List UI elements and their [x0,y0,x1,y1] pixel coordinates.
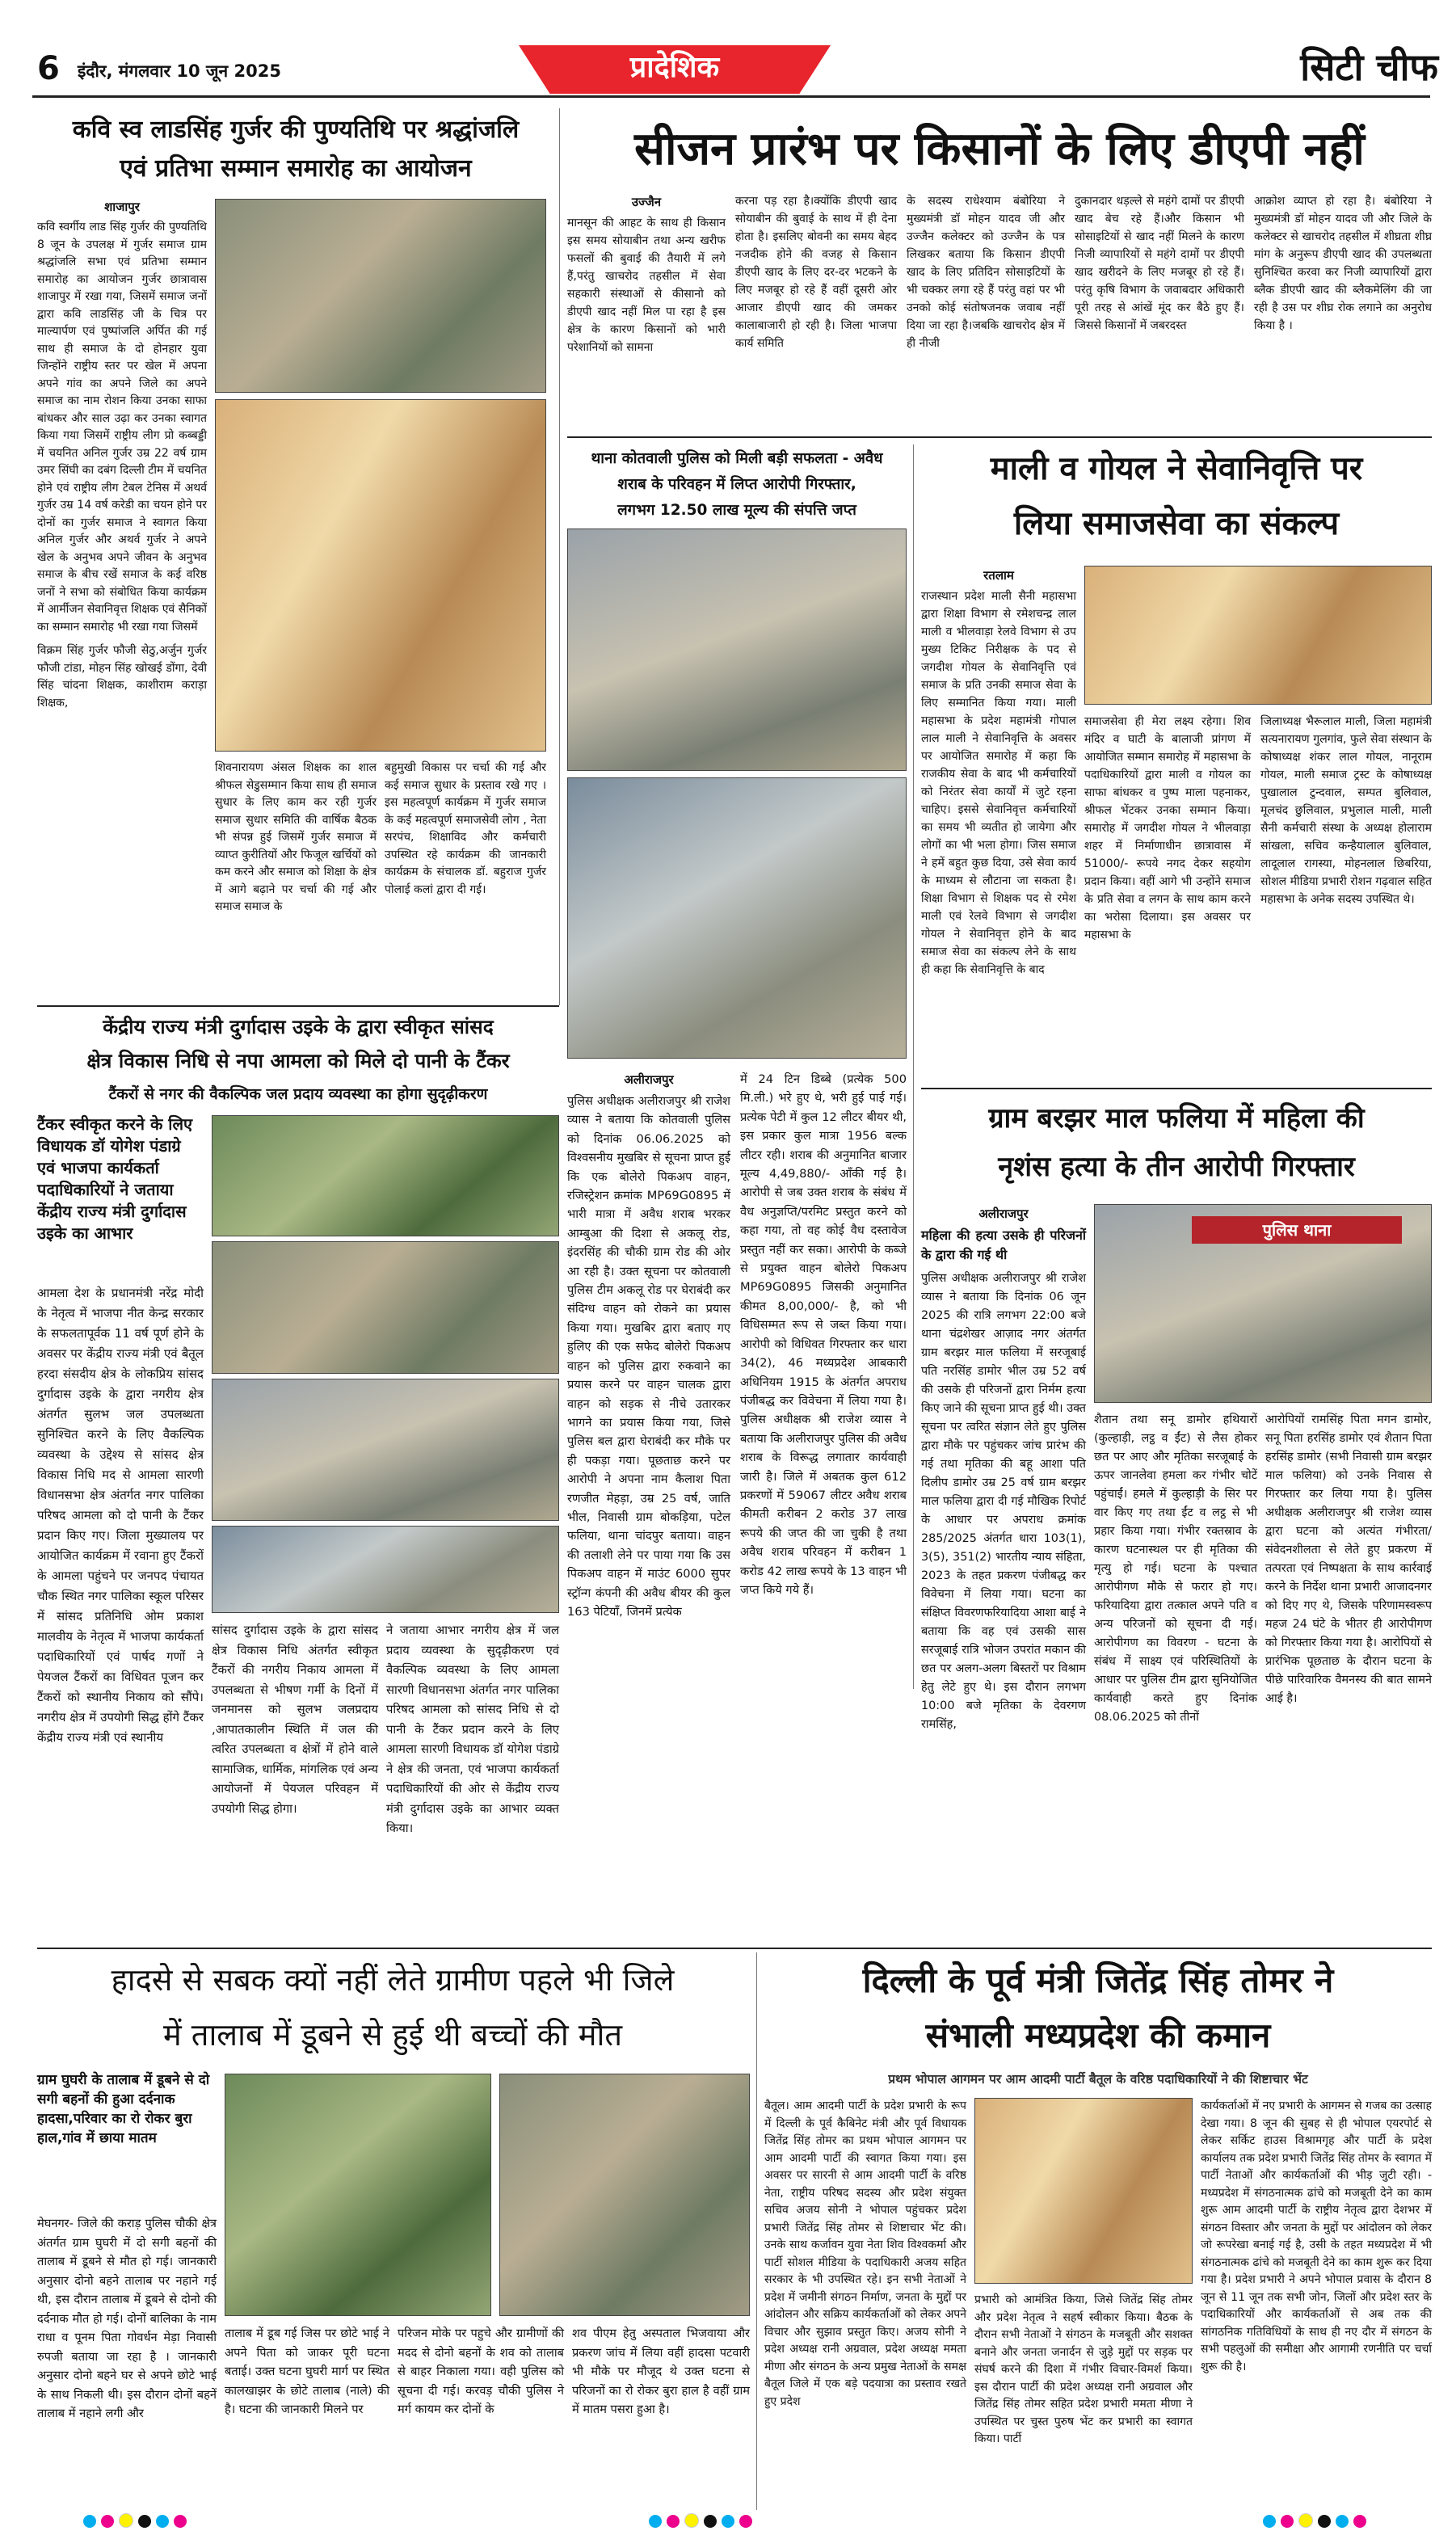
a2-column-4 [1075,192,1244,435]
a5-subheadline: टैंकरों से नगर की वैकल्पिक जल प्रदाय व्यवस्था का होगा सुदृढ़ीकरण [108,1085,488,1103]
a4-column-2 [1084,713,1251,1084]
a3-col2-text: में 24 टिन डिब्बे (प्रत्येक 500 मि.ली.) भरे हुए थे, भरी हुई पाई गई। प्रत्येक पेटी में कुल 12 लीटर बीयर थी, इस प्रकार कुल मात्रा 1956 बल्क लीटर रही। शराब की अनुमानित बाजार मूल्य 4,49,880/- आँकी गई है। आरोपी से जब उक्त शराब के संबंध में वैध अनुज्ञप्ति/परमिट प्रस्तुत करने को कहा गया, तो वह कोई वैध दस्तावेज प्रस्तुत नहीं कर सका। आरोपी के कब्जे से प्रयुक्त वाहन बोलेरो पिकअप MP69G0895 जिसकी अनुमानित कीमत 8,00,000/- है, को भी विधिसम्मत रूप से जब्त किया गया। आरोपी को विधिवत गिरफ्तार कर धारा 34(2), 46 मध्यप्रदेश आबकारी अधिनियम 1915 के अंतर्गत अपराध पंजीबद्ध कर विवेचना में लिया गया है। पुलिस अधीक्षक श्री राजेश व्यास ने बताया कि अलीराजपुर पुलिस की अवैध शराब के विरूद्ध लगातार कार्यवाही जारी है। जिले में अबतक कुल 612 प्रकरणों में 59067 लीटर अवैध शराब कीमती करीबन 2 करोड 37 लाख रूपये की जप्त की जा चुकी है तथा अवैध शराब परिवहन में करीबन 1 करोड 42 लाख रूपये के 13 वाहन भी जप्त किये गये हैं। [740,1072,907,1597]
masthead-date: इंदौर, मंगलवार 10 जून 2025 [78,61,281,81]
a8-col2-text: प्रभारी को आमंत्रित किया, जिसे जितेंद्र सिंह तोमर और प्रदेश नेतृत्व ने सहर्ष स्वीकार किया। बैठक के दौरान सभी नेताओं ने संगठन के मजबूती और सशक्त बनाने और जनता जनार्दन से जुड़े मुद्दों पर सड़क पर संघर्ष करने की दिशा में गंभीर विचार-विमर्श किया। इस दौरान पार्टी की प्रदेश अध्यक्ष रानी अग्रवाल और जितेंद्र सिंह तोमर सहित प्रदेश प्रभारी ममता मीणा ने उपस्थित पर चुस्त पुरुष भेंट कर प्रभारी का स्वागत किया। पार्टी [974,2293,1193,2445]
a6-headline-2: नृशंस हत्या के तीन आरोपी गिरफ्तार [998,1151,1355,1183]
a6-column-2 [1094,1411,1257,1724]
a4-col3-text: जिलाध्यक्ष भैरूलाल माली, जिला महामंत्री सत्यनारायण गुलगांव, फुले सेवा संस्थान के कोषाध्यक्ष शंकर लाल गोयल, नानूराम गोयल, माली समाज ट्रस्ट के कोषाध्यक्ष पुखालाल टुन्दवाल, सम्पत बुलिवाल, मूलचंद छुलिवाल, प्रभुलाल माली, माली सैनी कर्मचारी संस्था के अध्यक्ष होलाराम सांखला, सचिव कन्हैयालाल बुलिवाल, लादूलाल रागस्या, मोहनलाल छिबरिया, सोशल मीडिया प्रभारी रोशन गढ़वाल सहित महासभा के अनेक सदस्य उपस्थित थे। [1260,715,1432,906]
a5-column-3 [386,1621,559,1944]
masthead-rule [32,95,1430,98]
a1-body-2: विक्रम सिंह गुर्जर फौजी सेठु,अर्जुन गुर्जर फौजी टांडा, मोहन सिंह खोखई डोंगा, देवी सिंह चांदना शिक्षक, काशीराम कराड़ा शिक्षक, [37,644,207,710]
a5-column-1 [37,1283,204,1946]
a4-column-3 [1260,713,1432,1084]
a1-body-1: कवि स्वर्गीय लाड सिंह गुर्जर की पुण्यतिथि 8 जून के उपलक्ष में गुर्जर समाज ग्राम श्रद्धांजलि सभा एवं प्रतिभा सम्मान समारोह का आयोजन गुर्जर छात्रावास शाजापुर में रखा गया, जिसमें समाज जनों द्वारा कवि लाडसिंह जी के चित्र पर माल्यार्पण एवं पुष्पांजलि अर्पित की गई साथ ही समाज के दो होनहार युवा जिन्होंने राष्ट्रीय स्तर पर खेल में अपना अपने गांव का अपने जिले का अपने समाज का नाम रोशन किया उनका साफा बांधकर और साल उढ़ा कर उनका स्वागत किया गया जिसमें राष्ट्रीय लीग प्रो कब्बड्डी में चयनित अनिल गुर्जर उम्र 22 वर्ष ग्राम उमर सिंघी का दबंग दिल्ली टीम में चयनित होने एवं राष्ट्रीय लीग टेबल टेनिस में अथर्व गुर्जर उम्र 14 वर्ष करेडी का चयन होने पर दोनों का गुर्जर समाज ने स्वागत किया अनिल गुर्जर और अथर्व गुर्जर ने अपने खेल के अनुभव अपने जीवन के अनुभव समाज के बीच रखें समाज के कई वरिष्ठ जनों ने सभा को संबोधित किया कार्यक्रम में आर्मीजन सेवानिवृत्त शिक्षक एवं सैनिकों का सम्मान समारोह भी रखा गया जिसमें [37,221,207,634]
a4-photo [1084,566,1432,705]
a6-column-3 [1265,1411,1432,1705]
a7-headline-2: में तालाब में डूबने से हुई थी बच्चों की मौत [163,2017,622,2053]
a4-col2-text: समाजसेवा ही मेरा लक्ष्य रहेगा। शिव मंदिर व घाटी के बालाजी प्रांगण में आयोजित सम्मान समारोह में महासभा के पदाधिकारियों द्वारा माली व गोयल का साफा बांधकर व पुष्प माला पहनाकर, श्रीफल भेंटकर उनका सम्मान किया। समारोह में जगदीश गोयल ने भीलवाड़ा शहर में निर्माणाधीन छात्रावास में 51000/- रूपये नगद देकर सहयोग प्रदान किया। वहीं आगे भी उन्होंने समाज के प्रति सेवा व लगन के साथ काम करने का भरोसा दिलाया। इस अवसर पर महासभा के [1084,715,1251,941]
a5-col2-text: सांसद दुर्गादास उइके के द्वारा सांसद क्षेत्र विकास निधि अंतर्गत स्वीकृत टैंकरों की नगरीय निकाय आमला में उपलब्धता से भीषण गर्मी के दिनों में जनमानस को सुलभ जलप्रदाय ,आपातकालीन स्थिति में जल की त्वरित उपलब्धता व क्षेत्रों में होने वाले सामाजिक, धार्मिक, मांगलिक एवं अन्य आयोजनों में पेयजल परिवहन में उपयोगी सिद्ध होगा। [212,1623,378,1816]
registration-marks-right [1260,2513,1422,2528]
a2-col1-text: मानसून की आहट के साथ ही किसान इस समय सोयाबीन तथा अन्य खरीफ फसलों की बुवाई की तैयारी में लगे हैं,परंतु खाचरोद तहसील में सेवा सहकारी संस्थाओं से कीसानो को डीएपी खाद नहीं मिल पा रहा है इस क्षेत्र के कारण किसानों को भारी परेशानियों को सामना [567,217,726,354]
a4-place: रतलाम [983,568,1014,583]
a1-column-4 [385,760,546,1002]
a7-photo-2 [499,2074,750,2316]
a3-headline-1: थाना कोतवाली पुलिस को मिली बड़ी सफलता - अवैध [591,450,883,467]
a8-column-2 [974,2292,1193,2512]
masthead [0,0,1456,100]
a3-headline-2: शराब के परिवहन में लिप्त आरोपी गिरफ्तार, [617,476,856,493]
a3-divider [913,444,914,1689]
a2-col4-text: दुकानदार धड़ल्ले से महंगे दामों पर डीएपी खाद बेच रहे हैं।और किसान भी सोसाइटियों से खाद नहीं मिलने के कारण निजी व्यापारियों से महंगे दामों पर डीएपी खाद खरीदने के लिए मजबूर हो रहे हैं। परंतु कृषि विभाग के जवाबदार अधिकारी पूरी तरह से आंखें मूंद कर बैठे हुए हैं। जिससे किसानों में जबरदस्त [1075,195,1244,332]
a7-col1-text: मेघनगर- जिले की कराड़ पुलिस चौकी क्षेत्र अंतर्गत ग्राम घुघरी में दो सगी बहनों की तालाब में डूबने से मौत हो गई। जानकारी अनुसार दोनो बहने तालाब पर नहाने गई थी, इस दौरान तालाब में डूबने से दोनो की दर्दनाक मौत हो गई। दोनों बालिका के नाम राधा व पूनम पिता गोवर्धन मेड़ा निवासी रुपजी बताया जा रहा है । जानकारी अनुसार दोनो बहने घर से अपने छोटे भाई के साथ निकली थी। इस दौरान दोनों बहनें तालाब में नहाने लगी और [37,2217,217,2420]
a8-column-3 [1201,2098,1432,2512]
a5-photo-3 [212,1379,559,1521]
a8-subheadline: प्रथम भोपाल आगमन पर आम आदमी पार्टी बैतूल के वरिष्ठ पदाधिकारियों ने की शिष्टाचार भेंट [888,2072,1308,2087]
a2-column-1 [567,192,726,435]
a6-col2-text: शैतान तथा सनू डामोर हथियारों (कुल्हाड़ी, लट्ठ व ईंट) से लैस होकर छत पर आए और मृतिका सरजूबाई के ऊपर जानलेवा हमला कर गंभीर चोटें पहुंचाईं। हमले में कुल्हाड़ी के सिर पर वार किए गए तथा ईंट व लट्ठ से भी प्रहार किया गया। गंभीर रक्तस्राव के कारण घटनास्थल पर ही मृतिका की मृत्यु हो गई। घटना के पश्चात आरोपीगण मौके से फरार हो गए। फरियादिया द्वारा तत्काल अपने पति व अन्य परिजनों को सूचना दी गई। आरोपीगण का विवरण - घटना के संबंध में साक्ष्य एवं परिस्थितियों के आधार पर पुलिस टीम द्वारा सुनियोजित कार्यवाही करते हुए दिनांक 08.06.2025 को तीनों [1094,1413,1257,1724]
a3-column-1 [567,1070,730,1684]
a3-photo-2 [567,777,907,1059]
a6-photo [1094,1204,1432,1403]
a3-column-2 [740,1070,907,1684]
a3-col1-text: पुलिस अधीक्षक अलीराजपुर श्री राजेश व्यास ने बताया कि कोतवाली पुलिस को दिनांक 06.06.2025 को विश्वसनीय मुखबिर से सूचना प्राप्त हुई कि एक बोलेरो पिकअप वाहन, रजिस्ट्रेशन क्रमांक MP69G0895 में भारी मात्रा में अवैध शराब भरकर आम्बुआ की दिशा से अकलू रोड, इंदरसिंह की चौकी ग्राम रोड की ओर आ रही है। उक्त सूचना पर कोतवाली पुलिस टीम अकलू रोड पर घेराबंदी कर संदिग्ध वाहन को रोकने का प्रयास किया गया। मुखबिर द्वारा बताए गए हुलिए की एक सफेद बोलेरो पिकअप वाहन को पुलिस द्वारा रुकवाने का प्रयास करने पर वाहन चालक द्वारा वाहन को सड़क से नीचे उतारकर भागने का प्रयास किया गया, जिसे पुलिस बल द्वारा घेराबंदी कर मौके पर ही पकड़ा गया। पूछताछ करने पर आरोपी ने अपना नाम कैलाश पिता रणजीत मेहड़ा, उम्र 25 वर्ष, जाति भील, निवासी ग्राम बोकड़िया, पटेल फलिया, थाना चांदपुर बताया। वाहन की तलाशी लेने पर पाया गया कि उस पिकअप वाहन में माउंट 6000 सुपर स्ट्रॉन्ग कंपनी की अवैध बीयर की कुल 163 पेटियाँ, जिनमें प्रत्येक [567,1094,730,1619]
a6-headline-1: ग्राम बरझर माल फलिया में महिला की [988,1102,1365,1135]
a5-col1-text: आमला देश के प्रधानमंत्री नरेंद्र मोदी के नेतृत्व में भाजपा नीत केन्द्र सरकार के सफलतापूर्वक 11 वर्ष पूर्ण होने के अवसर पर केंद्रीय राज्य मंत्री एवं बैतूल हरदा संसदीय क्षेत्र के लोकप्रिय सांसद दुर्गादास उइके के द्वारा नगरीय क्षेत्र अंतर्गत सुलभ जल उपलब्धता सुनिश्चित करने के लिए वैकल्पिक व्यवस्था के उद्देश्य से सांसद क्षेत्र विकास निधि मद से आमला सारणी विधानसभा क्षेत्र अंतर्गत नगर पालिका परिषद आमला को दो पानी के टैंकर प्रदान किए गए। जिला मुख्यालय पर आयोजित कार्यक्रम में रवाना हुए टैंकरों के आमला पहुंचने पर जनपद पंचायत चौक स्थित नगर पालिका स्कूल परिसर में सांसद प्रतिनिधि ओम प्रकाश मालवीय के नेतृत्व में भाजपा कार्यकर्ता पदाधिकारियों एवं पार्षद गणों ने पेयजल टैंकरों का विधिवत पूजन कर टैंकरों को स्थानीय निकाय को सौंपे। नगरीय क्षेत्र में उपयोगी सिद्ध होंगे टैंकर केंद्रीय राज्य मंत्री एवं स्थानीय [37,1286,204,1745]
a1-place: शाजापुर [104,200,140,214]
a6-col3-text: आरोपियों रामसिंह पिता मगन डामोर, सनू पिता हरसिंह डामोर एवं शैतान पिता हरसिंह डामोर (सभी निवासी ग्राम बरझर माल फलिया) को उनके निवास से गिरफ्तार कर लिया गया है। पुलिस अधीक्षक अलीराजपुर श्री राजेश व्यास द्वारा घटना को अत्यंत गंभीरता/संवेदनशीलता से लेते हुए प्रकरण में तत्परता एवं निष्पक्षता के साथ कार्रवाई करने के निर्देश थाना प्रभारी आजादनगर को दिए गए थे, जिसके परिणामस्वरूप महज 24 घंटे के भीतर ही आरोपीगण को गिरफ्तार किया गया है। आरोपियों से प्रारंभिक पूछताछ के दौरान घटना के पीछे पारिवारिक वैमनस्य की बात सामने आई है। [1265,1413,1432,1705]
a8-photo [974,2098,1193,2284]
a6-lead: महिला की हत्या उसके ही परिजनों के द्वारा की गई थी [921,1228,1086,1262]
a1-headline-1: कवि स्व लाडसिंह गुर्जर की पुण्यतिथि पर श्रद्धांजलि [72,116,520,144]
a7-column-2 [225,2324,389,2510]
a7-col2-text: तालाब में डूब गई जिस पर छोटे भाई ने अपने पिता को जाकर पूरी घटना बताई। उक्त घटना घुघरी मार्ग पर स्थित कालखाझर के छोटे तालाब (नाले) की है। घटना की जानकारी मिलने पर [225,2327,389,2416]
a2-column-2 [735,192,897,435]
a2-col5-text: आक्रोश व्याप्त हो रहा है। बंबोरिया ने मुख्यमंत्री डॉ मोहन यादव जी और जिले के कलेक्टर से खाचरोद तहसील में शीघ्रता शीघ्र मांग के अनुरूप डीएपी खाद की उपलब्धता सुनिश्चित करवा कर निजी व्यापारियों द्वारा ब्लैक डीएपी खाद की ब्लैकमेलिंग की जा रही है उस पर शीघ्र रोक लगाने का अनुरोध किया है । [1254,195,1432,332]
police-station-sign: पुलिस थाना [1192,1216,1402,1244]
a8-headline-1: दिल्ली के पूर्व मंत्री जितेंद्र सिंह तोमर ने [862,1960,1334,2000]
a4-headline-1: माली व गोयल ने सेवानिवृत्ति पर [990,450,1363,487]
brand-logo: सिटी चीफ [1300,45,1438,89]
a7-headline-1: हादसे से सबक क्यों नहीं लेते ग्रामीण पहले भी जिले [111,1962,675,1998]
a5-photo-1 [212,1115,559,1236]
a1-headline-2: एवं प्रतिभा सम्मान समारोह का आयोजन [120,154,472,183]
a6-place: अलीराजपुर [978,1207,1029,1221]
bottom-section-rule [37,1948,1432,1949]
a1-photo-2 [215,399,546,752]
a6-column-1 [921,1204,1086,1731]
a2-place: उज्जैन [631,195,662,209]
a4-headline-2: लिया समाजसेवा का संकल्प [1013,505,1340,542]
a2-col3-text: के सदस्य राधेश्याम बंबोरिया ने मुख्यमंत्री डॉ मोहन यादव जी और उज्जैन कलेक्टर को उज्जैन के पत्र लिखकर बताया कि किसान डीएपी खाद के लिए प्रतिदिन सोसाइटियों के भी चक्कर लगा रहे हैं परंतु वहां पर भी उनको कोई संतोषजनक जवाब नहीं दिया जा रहा है।जबकि खाचरोद क्षेत्र में ही नीजी [907,195,1065,350]
a2-bottom-rule [567,436,1432,438]
a6-col1-text: पुलिस अधीक्षक अलीराजपुर श्री राजेश व्यास ने बताया कि दिनांक 06 जून 2025 की रात्रि लगभग 22:00 बजे थाना चंद्रशेखर आज़ाद नगर अंतर्गत ग्राम बरझर माल फलिया में सरजूबाई पति नरसिंह डामोर भील उम्र 52 वर्ष की उसके ही परिजनों द्वारा निर्मम हत्या किए जाने की सूचना प्राप्त हुई थी। उक्त सूचना पर त्वरित संज्ञान लेते हुए पुलिस द्वारा मौके पर पहुंचकर जांच प्रारंभ की गई तथा मृतिका की बहू आशा पति दिलीप डामोर उम्र 25 वर्ष ग्राम बरझर माल फलिया द्वारा दी गई मौखिक रिपोर्ट के आधार पर अपराध क्रमांक 285/2025 अंतर्गत धारा 103(1), 3(5), 351(2) भारतीय न्याय संहिता, 2023 के तहत प्रकरण पंजीबद्ध कर विवेचना में लिया गया। घटना का संक्षिप्त विवरणफरियादिया आशा बाई ने बताया कि वह एवं उसकी सास सरजूबाई रात्रि भोजन उपरांत मकान की छत पर अलग-अलग बिस्तरों पर विश्राम हेतु लेटे हुए थे। इस दौरान लगभग 10:00 बजे मृतिका के देवरगण रामसिंह, [921,1272,1086,1731]
a7-column-1 [37,2214,217,2515]
a8-headline-2: संभाली मध्यप्रदेश की कमान [925,2015,1271,2055]
a5-headline-2: क्षेत्र विकास निधि से नपा आमला को मिले दो पानी के टैंकर [86,1049,510,1072]
a2-column-5 [1254,192,1432,435]
a2-headline: सीजन प्रारंभ पर किसानों के लिए डीएपी नहीं [634,123,1365,175]
a5-side-headline: टैंकर स्वीकृत करने के लिए विधायक डॉ योगेश पंडाग्रे एवं भाजपा कार्यकर्ता पदाधिकारियों ने जताया केंद्रीय राज्य मंत्री दुर्गादास उइके का आभार [37,1114,193,1243]
registration-marks-center [646,2513,808,2528]
a1-photo-1 [215,199,546,393]
a3-headline-3: लगभग 12.50 लाख मूल्य की संपत्ति जप्त [617,502,856,519]
a5-headline-1: केंद्रीय राज्य मंत्री दुर्गादास उइके के द्वारा स्वीकृत सांसद [103,1015,494,1038]
a8-col1-text: बैतूल। आम आदमी पार्टी के प्रदेश प्रभारी के रूप में दिल्ली के पूर्व कैबिनेट मंत्री और पूर्व विधायक जितेंद्र सिंह तोमर का प्रथम भोपाल आगमन पर आम आदमी पार्टी की स्वागत किया गया। इस अवसर पर सारनी से आम आदमी पार्टी के वरिष्ठ नेता, राष्ट्रीय परिषद सदस्य और प्रदेश संयुक्त सचिव अजय सोनी ने भोपाल पहुंचकर प्रदेश प्रभारी जितेंद्र सिंह तोमर से शिष्टाचार भेंट की। उनके साथ कर्जावन युवा नेता शिव विश्वकर्मा और पार्टी सोशल मीडिया के पदाधिकारी अजय सहित सरकार के भी उपस्थित रहे। इन सभी नेताओं ने प्रदेश में जमीनी संगठन निर्माण, जनता के मुद्दों पर आंदोलन और सक्रिय कार्यकर्ताओं को लेकर अपने विचार और सुझाव प्रस्तुत किए। अजय सोनी ने प्रदेश अध्यक्ष रानी अग्रवाल, प्रदेश अध्यक्ष ममता मीणा और संगठन के अन्य प्रमुख नेताओं के समक्ष बैतूल जिले में एक बड़े पदयात्रा का प्रस्ताव रखते हुए प्रदेश [764,2099,966,2408]
a2-col2-text: करना पड़ रहा है।क्योंकि डीएपी खाद सोयाबीन की बुवाई के साथ में ही देना होता है। इसलिए बोवनी का समय बेहद नजदीक होने की वजह से किसान डीएपी खाद के लिए दर-दर भटकने के लिए मजबूर हो रहे हैं वहीं दूसरी ओर आजार डीएपी खाद की जमकर कालाबाजारी हो रही है। जिला भाजपा कार्य समिति [735,195,897,350]
a5-column-2 [212,1621,378,1944]
a6-top-rule [921,1088,1432,1089]
a7-side-headline: ग्राम घुघरी के तालाब में डूबने से दो सगी बहनों की हुआ दर्दनाक हादसा,परिवार का रो रोकर बुरा हाल,गांव में छाया मातम [37,2072,210,2146]
a5-photo-2 [212,1241,559,1374]
a4-col1-text: राजस्थान प्रदेश माली सैनी महासभा द्वारा शिक्षा विभाग से रमेशचन्द्र लाल माली व भीलवाड़ा रेलवे विभाग से उप मुख्य टिकिट निरीक्षक के पद से जगदीश गोयल के सेवानिवृत्ति एवं समाज के प्रति उनकी समाज सेवा के लिए सम्मानित किया गया। माली महासभा के प्रदेश महामंत्री गोपाल लाल माली ने सेवानिवृत्ति के अवसर पर आयोजित समारोह में कहा कि राजकीय सेवा के बाद भी कर्मचारियों को निरंतर सेवा कार्यों में जुटे रहना चाहिए। इससे सेवानिवृत्त कर्मचारियों का समय भी व्यतीत हो जायेगा और लोगों का भी भला होगा। जिस समाज ने हमें बहुत कुछ दिया, उसे सेवा कार्य के माध्यम से लौटाना जा सकता है। शिक्षा विभाग से शिक्षक पद से रमेश माली एवं रेलवे विभाग से जगदीश गोयल ने सेवानिवृत्त होने के बाद समाज सेवा का संकल्प लेने के साथ ही कहा कि सेवानिवृत्ति के बाद [921,590,1076,976]
a1-body-4: बहुमुखी विकास पर चर्चा की गई और कई समाज सुधार के प्रस्ताव रखे गए । इस महत्वपूर्ण कार्यक्रम में गुर्जर समाज के कई महत्वपूर्ण समाजसेवी लोग , नेता सरपंच, शिक्षाविद और कर्मचारी उपस्थित रहे कार्यक्रम की जानकारी कार्यक्रम के संचालक डॉ. बहुराज गुर्जर पोलाई कलां द्वारा दी गई। [385,761,546,896]
a3-photo-1 [567,529,907,771]
a1-column-3 [215,760,377,1002]
registration-marks-left [81,2513,242,2528]
a7-column-4 [572,2324,750,2510]
a1-divider [559,108,560,1005]
a5-col3-text: ने जताया आभार नगरीय क्षेत्र में जल प्रदाय व्यवस्था के सुदृढ़ीकरण एवं वैकल्पिक व्यवस्था के लिए आमला सारणी विधानसभा अंतर्गत नगर पालिका परिषद आमला को सांसद निधि से दो पानी के टैंकर प्रदान करने के लिए आमला सारणी विधायक डॉ योगेश पंडाग्रे ने क्षेत्र की जनता, एवं भाजपा कार्यकर्ता पदाधिकारियों की ओर से केंद्रीय राज्य मंत्री दुर्गादास उइके का आभार व्यक्त किया। [386,1623,559,1835]
a8-column-1 [764,2098,966,2512]
a4-column-1 [921,566,1076,1083]
a1-body-3: शिवनारायण अंसल शिक्षक का शाल श्रीफल सेडुसम्मान किया साथ ही समाज सुधार के लिए काम कर रही गुर्जर समाज सुधार समिति की वार्षिक बैठक भी संपन्न हुई जिसमें गुर्जर समाज में व्याप्त कुरीतियों और फिजूल खर्चियों को कम करने और समाज को शिक्षा के क्षेत्र में आगे बढ़ाने पर चर्चा की गई और समाज समाज के [215,761,377,913]
a7-column-3 [398,2324,564,2510]
a1-column-1 [37,197,207,1005]
a7-photo-1 [225,2074,491,2316]
a7-col4-text: शव पीएम हेतु अस्पताल भिजवाया और प्रकरण जांच में लिया वहीं हादसा पटवारी भी मौके पर मौजूद थे उक्त घटना से परिजनों का रो रोकर बुरा हाल है वहीं ग्राम में मातम पसरा हुआ है। [572,2327,750,2416]
a7-divider [756,1952,757,2510]
a3-place: अलीराजपुर [624,1072,674,1087]
section-title: प्रादेशिक [629,51,720,84]
a5-photo-4 [212,1526,559,1613]
a5-top-rule [37,1005,559,1007]
page-number: 6 [37,50,60,87]
a7-col3-text: परिजन मोके पर पहुचे और ग्रामीणों की मदद से दोनो बहनों के शव को तालाब से बाहर निकाला गया। वही पुलिस को सूचना दी गई। करवड़ चौकी पुलिस ने मर्ग कायम कर दोनों के [398,2327,564,2416]
a8-col3-text: कार्यकर्ताओं में नए प्रभारी के आगमन से गजब का उत्साह देखा गया। 8 जून की सुबह से ही भोपाल एयरपोर्ट से लेकर सर्किट हाउस विश्रामगृह और पार्टी के प्रदेश कार्यालय तक प्रदेश प्रभारी जितेंद्र सिंह तोमर के स्वागत में पार्टी नेताओं और कार्यकर्ताओं की भीड़ जुटी रही। - मध्यप्रदेश में संगठनात्मक ढांचे को मजबूती देने का काम शुरू आम आदमी पार्टी के राष्ट्रीय नेतृत्व द्वारा देशभर में संगठन विस्तार और जनता के मुद्दों पर आंदोलन को लेकर जो रूपरेखा बनाई गई है, उसी के तहत मध्यप्रदेश में भी संगठनात्मक ढांचे को मजबूती देने का काम शुरू कर दिया गया है। प्रदेश प्रभारी ने अपने भोपाल प्रवास के दौरान 8 जून से 11 जून तक सभी जोन, जिलों और प्रदेश स्तर के पदाधिकारियों और कार्यकर्ताओं से अब तक की सांगठनिक गतिविधियों के साथ ही नए दौर में संगठन के सभी पहलुओं की समीक्षा और आगामी रणनीति पर चर्चा शुरू की है। [1201,2099,1432,2373]
a2-column-3 [907,192,1065,435]
